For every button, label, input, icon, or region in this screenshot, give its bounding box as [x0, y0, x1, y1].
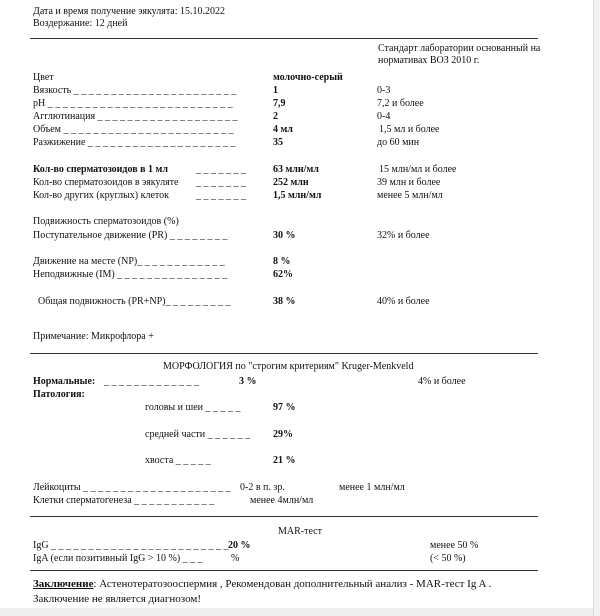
param-liquefaction-label: Разжижение _ _ _ _ _ _ _ _ _ _ _ _ _ _ _ _ _ _ _ _	[33, 137, 236, 148]
param-agglutination-value: 2	[273, 111, 278, 122]
param-liquefaction-norm: до 60 мин	[377, 137, 420, 148]
motility-pr-norm: 32% и более	[377, 230, 430, 241]
page-bottom-shadow	[0, 608, 600, 616]
leukocytes-value: 0-2 в п. зр.	[240, 482, 285, 493]
count-ejaculate-label: Кол-во сперматозоидов в эякуляте	[33, 177, 179, 188]
mar-iga-norm: (< 50 %)	[430, 553, 466, 564]
count-ejaculate-value: 252 млн	[273, 177, 309, 188]
divider-morphology	[30, 353, 538, 354]
count-per-ml-norm: 15 млн/мл и более	[379, 164, 457, 175]
morphology-pathology-label: Патология:	[33, 389, 85, 400]
mar-iga-value: %	[231, 553, 240, 564]
motility-np-value: 8 %	[273, 256, 291, 267]
motility-total-label: Общая подвижность (PR+NP)_ _ _ _ _ _ _ _ _	[38, 296, 231, 307]
leukocytes-label: Лейкоциты _ _ _ _ _ _ _ _ _ _ _ _ _ _ _ _ _ _ _ _	[33, 482, 231, 493]
standard-title-line1: Стандарт лаборатории основанный на	[378, 43, 541, 54]
leukocytes-norm: менее 1 млн/мл	[339, 482, 405, 493]
param-color-value: молочно-серый	[273, 72, 343, 83]
mar-igg-norm: менее 50 %	[430, 540, 479, 551]
count-round-cells-value: 1,5 млн/мл	[273, 190, 322, 201]
collection-datetime: Дата и время получение эякулята: 15.10.2022	[33, 6, 226, 17]
count-round-cells-norm: менее 5 млн/мл	[377, 190, 443, 201]
morphology-normal-label: Нормальные:	[33, 376, 96, 387]
morphology-normal-norm: 4% и более	[418, 376, 466, 387]
count-per-ml-dash: _ _ _ _ _ _ _	[196, 164, 246, 175]
param-ph-norm: 7,2 и более	[377, 98, 424, 109]
conclusion-label: Заключение	[33, 578, 94, 590]
motility-total-value: 38 %	[273, 296, 296, 307]
count-round-cells-dash: _ _ _ _ _ _ _	[196, 190, 246, 201]
mar-title: MAR-тест	[278, 526, 322, 537]
mar-igg-value: 20 %	[228, 540, 251, 551]
scroll-edge	[593, 0, 600, 616]
mar-iga-label: IgA (если позитивный IgG > 10 %) _ _ _	[33, 553, 203, 564]
motility-pr-label: Поступательное движение (PR) _ _ _ _ _ _ _ _	[33, 230, 228, 241]
spermatogenesis-cells-norm: менее 4млн/мл	[250, 495, 314, 506]
conclusion-line	[33, 578, 491, 590]
param-viscosity-value: 1	[273, 85, 278, 96]
standard-title-line2: нормативах ВОЗ 2010 г.	[378, 55, 480, 66]
motility-total-norm: 40% и более	[377, 296, 430, 307]
param-volume-value: 4 мл	[273, 124, 293, 135]
morphology-head-value: 97 %	[273, 402, 296, 413]
spermatogenesis-cells-label: Клетки сперматогенеза _ _ _ _ _ _ _ _ _ _ _	[33, 495, 215, 506]
motility-np-label: Движение на месте (NP)_ _ _ _ _ _ _ _ _ _ _ _	[33, 256, 225, 267]
param-color-label: Цвет	[33, 72, 54, 83]
divider-top	[30, 38, 538, 39]
param-liquefaction-value: 35	[273, 137, 283, 148]
param-agglutination-label: Агглютинация _ _ _ _ _ _ _ _ _ _ _ _ _ _ _ _ _ _ _	[33, 111, 238, 122]
param-viscosity-label: Вязкость _ _ _ _ _ _ _ _ _ _ _ _ _ _ _ _ _ _ _ _ _ _	[33, 85, 237, 96]
morphology-normal-dash: _ _ _ _ _ _ _ _ _ _ _ _ _	[104, 376, 199, 387]
divider-mar	[30, 516, 538, 517]
param-ph-value: 7,9	[273, 98, 286, 109]
motility-pr-value: 30 %	[273, 230, 296, 241]
param-viscosity-norm: 0-3	[377, 85, 391, 96]
count-round-cells-label: Кол-во других (круглых) клеток	[33, 190, 169, 201]
count-per-ml-label: Кол-во сперматозоидов в 1 мл	[33, 164, 168, 175]
conclusion-disclaimer: Заключение не является диагнозом!	[33, 593, 201, 605]
note-microflora: Примечание: Микрофлора +	[33, 331, 154, 342]
param-ph-label: pH _ _ _ _ _ _ _ _ _ _ _ _ _ _ _ _ _ _ _ _ _ _ _ _ _	[33, 98, 233, 109]
motility-im-value: 62%	[273, 269, 293, 280]
morphology-tail-label: хвоста _ _ _ _ _	[145, 455, 211, 466]
count-per-ml-value: 63 млн/мл	[273, 164, 319, 175]
count-ejaculate-norm: 39 млн и более	[377, 177, 441, 188]
param-volume-label: Объем _ _ _ _ _ _ _ _ _ _ _ _ _ _ _ _ _ _ _ _ _ _ _	[33, 124, 234, 135]
param-agglutination-norm: 0-4	[377, 111, 391, 122]
morphology-tail-value: 21 %	[273, 455, 296, 466]
morphology-head-label: головы и шеи _ _ _ _ _	[145, 402, 241, 413]
conclusion-text: : Астенотератозооспермия , Рекомендован дополнительный анализ - MAR-тест Ig A .	[93, 578, 492, 590]
motility-im-label: Неподвижные (IM) _ _ _ _ _ _ _ _ _ _ _ _ _ _ _	[33, 269, 228, 280]
morphology-normal-value: 3 %	[239, 376, 257, 387]
morphology-title: МОРФОЛОГИЯ по "строгим критериям" Kruger-Menkveld	[163, 361, 414, 372]
motility-title: Подвижность сперматозоидов (%)	[33, 216, 179, 227]
count-ejaculate-dash: _ _ _ _ _ _ _	[196, 177, 246, 188]
divider-conclusion	[30, 570, 538, 571]
param-volume-norm: 1,5 мл и более	[379, 124, 440, 135]
morphology-midpiece-label: средней части _ _ _ _ _ _	[145, 429, 251, 440]
mar-igg-label: IgG _ _ _ _ _ _ _ _ _ _ _ _ _ _ _ _ _ _ _ _ _ _ _ _	[33, 540, 229, 551]
morphology-midpiece-value: 29%	[273, 429, 293, 440]
abstinence-period: Воздержание: 12 дней	[33, 18, 128, 29]
